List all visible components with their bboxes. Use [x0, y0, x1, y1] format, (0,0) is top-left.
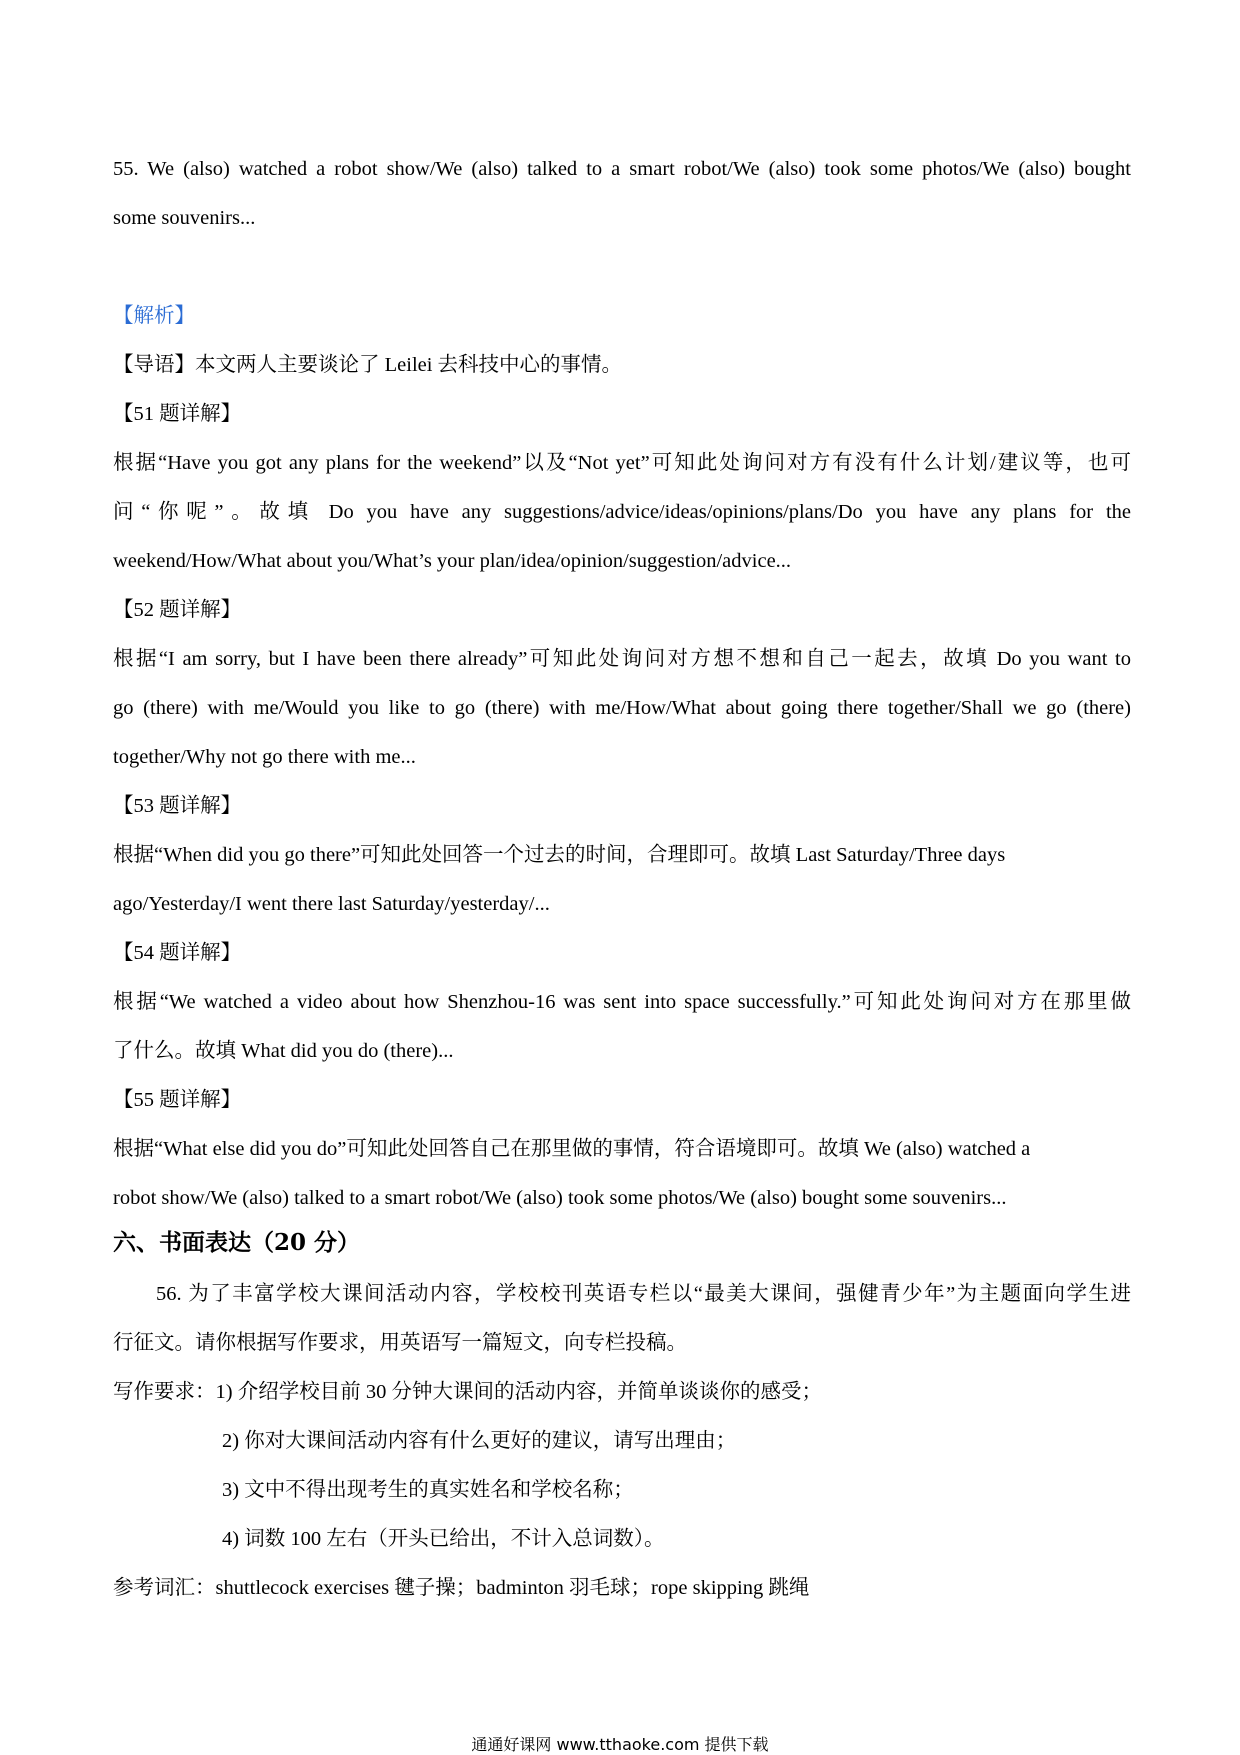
q55-line-1: 根据“What else did you do”可知此处回答自己在那里做的事情，符合语境即可。故填 We (also) watched a [113, 1138, 1031, 1160]
q51-title: 【51 题详解】 [113, 403, 242, 425]
q55-title: 【55 题详解】 [113, 1089, 242, 1111]
answer-55-line-1: 55. We (also) watched a robot show/We (also) talked to a smart robot/We (also) took some photos/We (also) bought [113, 158, 1131, 180]
q51-line-3: weekend/How/What about you/What’s your plan/idea/opinion/suggestion/advice... [113, 550, 792, 572]
q51-line-1: 根据“Have you got any plans for the weekend”以及“Not yet”可知此处询问对方有没有什么计划/建议等，也可 [113, 452, 1131, 474]
requirement-4: 4) 词数 100 左右（开头已给出，不计入总词数）。 [222, 1528, 665, 1550]
q54-line-2: 了什么。故填 What did you do (there)... [113, 1040, 454, 1062]
requirement-2: 2) 你对大课间活动内容有什么更好的建议，请写出理由； [222, 1430, 737, 1452]
q51-line-2: 问“你呢”。故填 Do you have any suggestions/advice/ideas/opinions/plans/Do you have any plans for the [113, 501, 1131, 523]
intro-text: 【导语】本文两人主要谈论了 Leilei 去科技中心的事情。 [113, 354, 623, 376]
q52-title: 【52 题详解】 [113, 599, 242, 621]
page-footer: 通通好课网 www.tthaoke.com 提供下载 [471, 1735, 769, 1754]
q52-line-3: together/Why not go there with me... [113, 746, 416, 768]
q52-line-1: 根据“I am sorry, but I have been there already”可知此处询问对方想不想和自己一起去，故填 Do you want to [113, 648, 1131, 670]
q56-line-1: 56. 为了丰富学校大课间活动内容，学校校刊英语专栏以“最美大课间，强健青少年”为主题面向学生进 [156, 1283, 1131, 1305]
q54-title: 【54 题详解】 [113, 942, 242, 964]
section-6-heading: 六、书面表达（20 分） [113, 1229, 361, 1256]
q54-line-1: 根据“We watched a video about how Shenzhou-16 was sent into space successfully.”可知此处询问对方在那里做 [113, 991, 1131, 1013]
q52-line-2: go (there) with me/Would you like to go (there) with me/How/What about going there together/Shall we go (there) [113, 697, 1131, 719]
answer-55-line-2: some souvenirs... [113, 207, 256, 229]
q53-title: 【53 题详解】 [113, 795, 242, 817]
q53-line-2: ago/Yesterday/I went there last Saturday/yesterday/... [113, 893, 550, 915]
q56-line-2: 行征文。请你根据写作要求，用英语写一篇短文，向专栏投稿。 [113, 1332, 687, 1354]
analysis-label: 【解析】 [113, 305, 195, 327]
requirement-3: 3) 文中不得出现考生的真实姓名和学校名称； [222, 1479, 634, 1501]
requirement-1: 写作要求：1) 介绍学校目前 30 分钟大课间的活动内容，并简单谈谈你的感受； [113, 1381, 822, 1403]
q53-line-1: 根据“When did you go there”可知此处回答一个过去的时间，合理即可。故填 Last Saturday/Three days [113, 844, 1006, 866]
q55-line-2: robot show/We (also) talked to a smart robot/We (also) took some photos/We (also) bought some souvenirs... [113, 1187, 1007, 1209]
reference-vocabulary: 参考词汇：shuttlecock exercises 毽子操；badminton 羽毛球；rope skipping 跳绳 [113, 1577, 810, 1599]
